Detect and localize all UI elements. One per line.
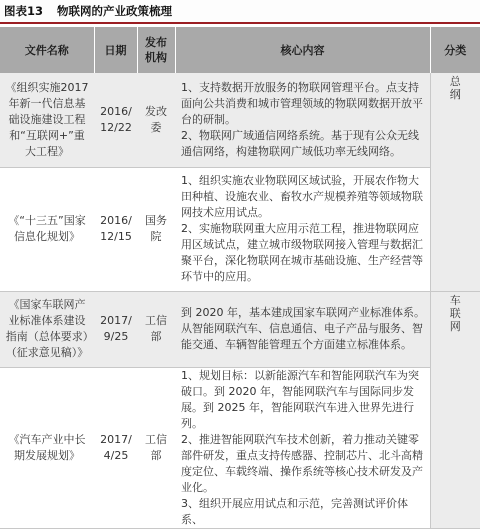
row-date: 2017/4/25 xyxy=(94,367,137,528)
table-row xyxy=(0,73,480,167)
row-name: 《汽车产业中长期发展规划》 xyxy=(0,367,94,528)
table-row xyxy=(0,167,480,291)
row-issuer: 发改委 xyxy=(137,73,175,167)
content-item: 1、规划目标：以新能源汽车和智能网联汽车为突破口。到 2020 年，智能网联汽车与国际同步发展。到 2025 年，智能网联汽车进入世界先进行列。 xyxy=(181,368,419,430)
category-cell xyxy=(430,291,480,528)
row-name: 《“十三五”国家信息化规划》 xyxy=(0,167,94,291)
row-content xyxy=(175,167,430,291)
row-date: 2016/12/22 xyxy=(94,73,137,167)
row-date: 2016/12/15 xyxy=(94,167,137,291)
row-issuer: 国务院 xyxy=(137,167,175,291)
category-cell xyxy=(430,73,480,291)
header-content: 核心内容 xyxy=(175,27,430,73)
row-issuer: 工信部 xyxy=(137,291,175,367)
row-content xyxy=(175,291,430,367)
figure-title-bar xyxy=(0,0,480,24)
table-header-row xyxy=(0,27,480,73)
content-item: 2、实施物联网重大应用示范工程，推进物联网应用区域试点，建立城市级物联网接入管理与数据汇聚平台，深化物联网在城市基础设施、生产经营等环节中的应用。 xyxy=(181,222,423,283)
row-content xyxy=(175,367,430,528)
header-issuer: 发布机构 xyxy=(137,27,175,73)
header-date: 日期 xyxy=(94,27,137,73)
header-name: 文件名称 xyxy=(0,27,94,73)
content-item: 2、物联网广域通信网络系统。基于现有公众无线通信网络，构建物联网广域低功率无线网络。 xyxy=(181,128,419,158)
row-issuer: 工信部 xyxy=(137,367,175,528)
category-label: 车联网 xyxy=(449,293,461,333)
content-item: 到 2020 年，基本建成国家车联网产业标准体系。从智能网联汽车、信息通信、电子产品与服务、智能交通、车辆智能管理五个方面建立标准体系。 xyxy=(181,306,425,351)
figure-title: 物联网的产业政策梳理 xyxy=(57,4,173,18)
category-label: 总纲 xyxy=(449,75,461,101)
table-row xyxy=(0,291,480,367)
content-item: 3、组织开展应用试点和示范，完善测试评价体系、 xyxy=(181,496,408,526)
header-category: 分类 xyxy=(430,27,480,73)
content-item: 2、推进智能网联汽车技术创新，着力推动关键零部件研发，重点支持传感器、控制芯片、北斗高精度定位、车载终端、操作系统等核心技术研发及产业化。 xyxy=(181,432,423,494)
policy-table xyxy=(0,27,480,529)
content-item: 1、支持数据开放服务的物联网管理平台。点支持面向公共消费和城市管理领域的物联网数据开放平台的研制。 xyxy=(181,80,423,126)
figure-number: 图表13 xyxy=(4,4,44,18)
row-name: 《组织实施2017年新一代信息基础设施建设工程和“互联网+”重大工程》 xyxy=(0,73,94,167)
content-item: 1、组织实施农业物联网区域试验，开展农作物大田种植、设施农业、畜牧水产规模养殖等领域物联网技术应用试点。 xyxy=(181,174,423,219)
row-name: 《国家车联网产业标准体系建设指南（总体要求）（征求意见稿）》 xyxy=(0,291,94,367)
row-content xyxy=(175,73,430,167)
table-row xyxy=(0,367,480,528)
row-date: 2017/9/25 xyxy=(94,291,137,367)
